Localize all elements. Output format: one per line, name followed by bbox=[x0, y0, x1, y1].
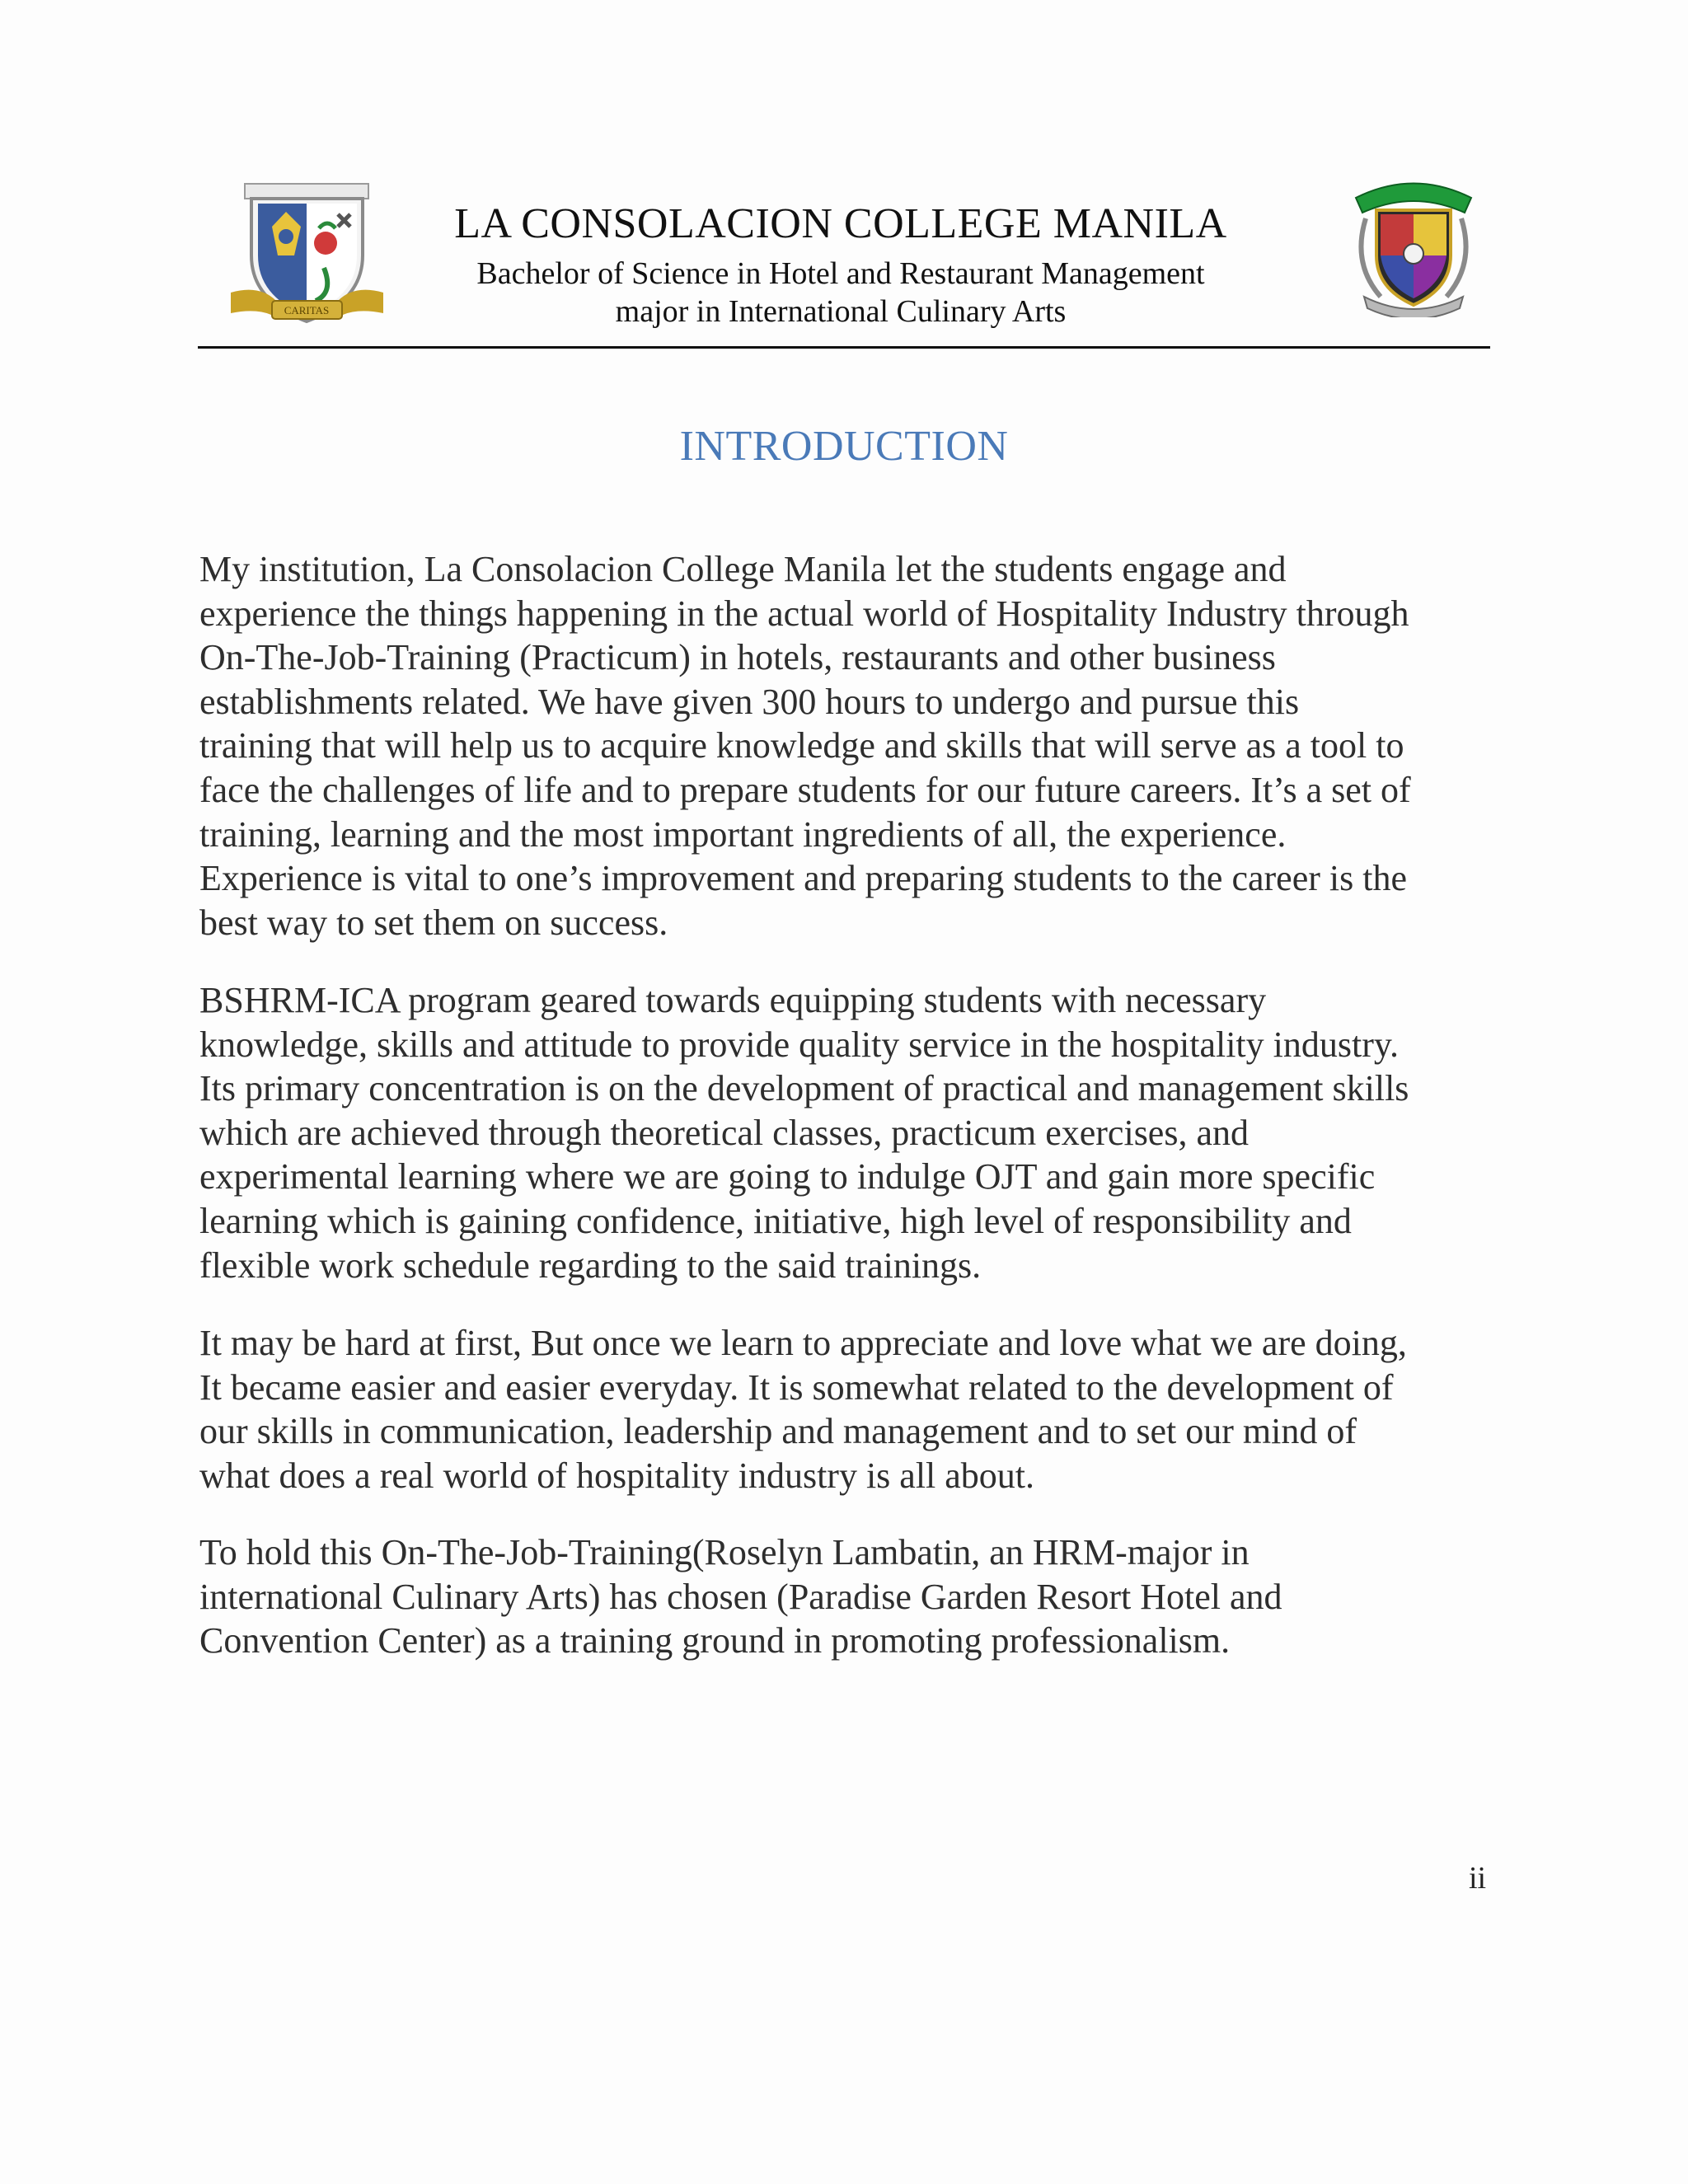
paragraph-line: Experience is vital to one’s improvement and preparing students to the career is the bbox=[199, 858, 1407, 899]
paragraph-line: establishments related. We have given 300 hours to undergo and pursue this bbox=[199, 681, 1300, 722]
paragraph bbox=[199, 1321, 1502, 1497]
paragraph-line: best way to set them on success. bbox=[199, 902, 668, 943]
paragraph-line: knowledge, skills and attitude to provide quality service in the hospitality industry. bbox=[199, 1024, 1400, 1065]
paragraph-line: It became easier and easier everyday. It is somewhat related to the development of bbox=[199, 1366, 1394, 1408]
paragraph bbox=[199, 978, 1502, 1287]
paragraph-line: Convention Center) as a training ground in promoting professionalism. bbox=[199, 1620, 1231, 1661]
paragraph-line: international Culinary Arts) has chosen (Paradise Garden Resort Hotel and bbox=[199, 1576, 1282, 1617]
paragraph-line: which are achieved through theoretical classes, practicum exercises, and bbox=[199, 1112, 1249, 1153]
paragraph-line: To hold this On-The-Job-Training(Roselyn Lambatin, an HRM-major in bbox=[199, 1532, 1250, 1572]
svg-text:CARITAS: CARITAS bbox=[284, 304, 330, 316]
paragraph-line: what does a real world of hospitality industry is all about. bbox=[199, 1455, 1035, 1496]
page-number: ii bbox=[1469, 1861, 1487, 1896]
paragraph-line: our skills in communication, leadership and management and to set our mind of bbox=[199, 1411, 1357, 1452]
paragraph-line: It may be hard at first, But once we learn to appreciate and love what we are doing, bbox=[199, 1323, 1407, 1363]
section-title: INTRODUCTION bbox=[679, 423, 1009, 470]
paragraph-line: On-The-Job-Training (Practicum) in hotels, restaurants and other business bbox=[199, 637, 1276, 678]
paragraph-line: training, learning and the most important ingredients of all, the experience. bbox=[199, 813, 1287, 855]
paragraph bbox=[199, 547, 1502, 944]
program-title: Bachelor of Science in Hotel and Restaurant Management bbox=[476, 256, 1205, 291]
paragraph-line: Its primary concentration is on the development of practical and management skills bbox=[199, 1068, 1409, 1109]
paragraph-line: training that will help us to acquire knowledge and skills that will serve as a tool to bbox=[199, 725, 1404, 766]
paragraph-line: experimental learning where we are going to indulge OJT and gain more specific bbox=[199, 1156, 1376, 1197]
header-divider bbox=[198, 346, 1490, 349]
paragraph-line: experience the things happening in the actual world of Hospitality Industry through bbox=[199, 593, 1409, 634]
paragraph-line: My institution, La Consolacion College Manila let the students engage and bbox=[199, 549, 1287, 589]
paragraph-line: flexible work schedule regarding to the said trainings. bbox=[199, 1244, 982, 1286]
program-major: major in International Culinary Arts bbox=[615, 294, 1067, 329]
college-name: LA CONSOLACION COLLEGE MANILA bbox=[454, 200, 1227, 247]
paragraph-line: BSHRM-ICA program geared towards equipping students with necessary bbox=[199, 980, 1267, 1020]
paragraph bbox=[199, 1530, 1502, 1663]
paragraph-line: face the challenges of life and to prepare students for our future careers. It’s a set of bbox=[199, 769, 1411, 810]
department-seal-icon bbox=[1348, 173, 1479, 317]
paragraph-line: learning which is gaining confidence, initiative, high level of responsibility and bbox=[199, 1200, 1352, 1241]
